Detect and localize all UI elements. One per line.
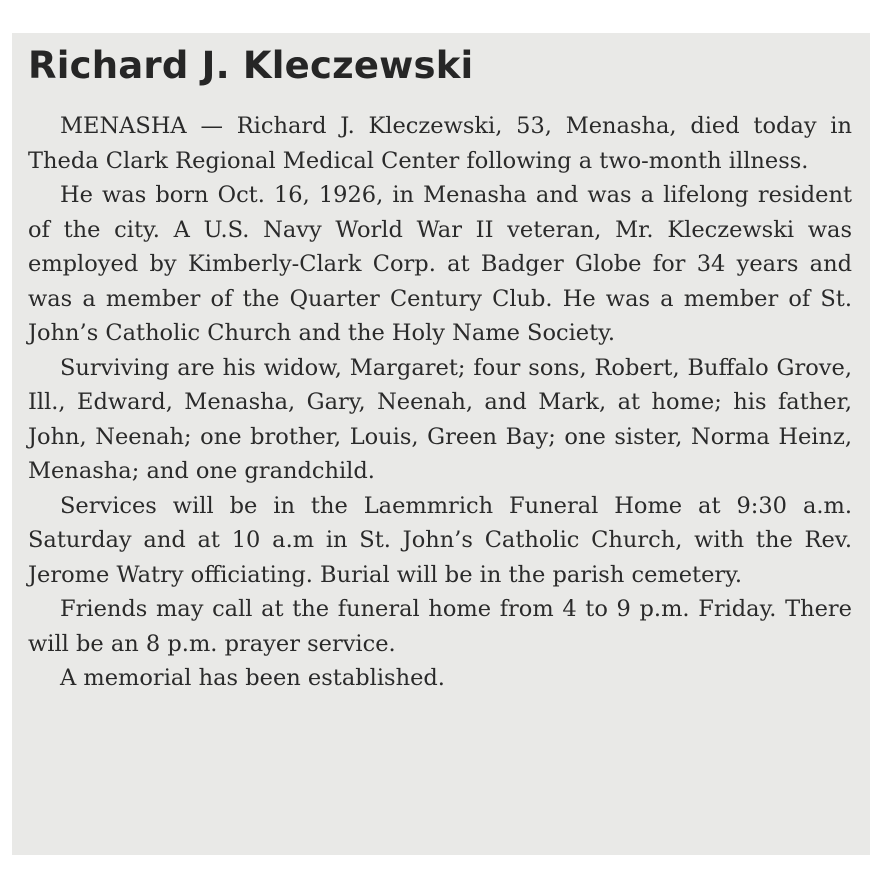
obituary-headline: Richard J. Kleczewski	[28, 44, 474, 87]
paragraph-memorial: A memorial has been established.	[60, 665, 445, 691]
obituary-body	[28, 109, 852, 696]
paragraph-services: Services will be in the Laemmrich Funeral Home at 9:30 a.m. Saturday and at 10 a.m in St. John’s Catholic Church, with the Rev. Jerome Watry officiating. Burial will be in the parish cemetery.	[28, 492, 852, 588]
paragraph-visitation: Friends may call at the funeral home from 4 to 9 p.m. Friday. There will be an 8 p.m. prayer service.	[28, 596, 852, 657]
paragraph-announcement: MENASHA — Richard J. Kleczewski, 53, Menasha, died today in Theda Clark Regional Medical Center following a two-month illness.	[28, 113, 852, 174]
paragraph-biography: He was born Oct. 16, 1926, in Menasha and was a lifelong resident of the city. A U.S. Navy World War II veteran, Mr. Kleczewski was employed by Kimberly-Clark Corp. at Badger Globe for 34 years and was a member of the Quarter Century Club. He was a member of St. John’s Catholic Church and the Holy Name Society.	[28, 182, 852, 346]
obituary-clipping	[12, 33, 870, 855]
paragraph-survivors: Surviving are his widow, Margaret; four sons, Robert, Buffalo Grove, Ill., Edward, Menasha, Gary, Neenah, and Mark, at home; his father, John, Neenah; one brother, Louis, Green Bay; one sister, Norma Heinz, Menasha; and one grandchild.	[28, 354, 852, 484]
